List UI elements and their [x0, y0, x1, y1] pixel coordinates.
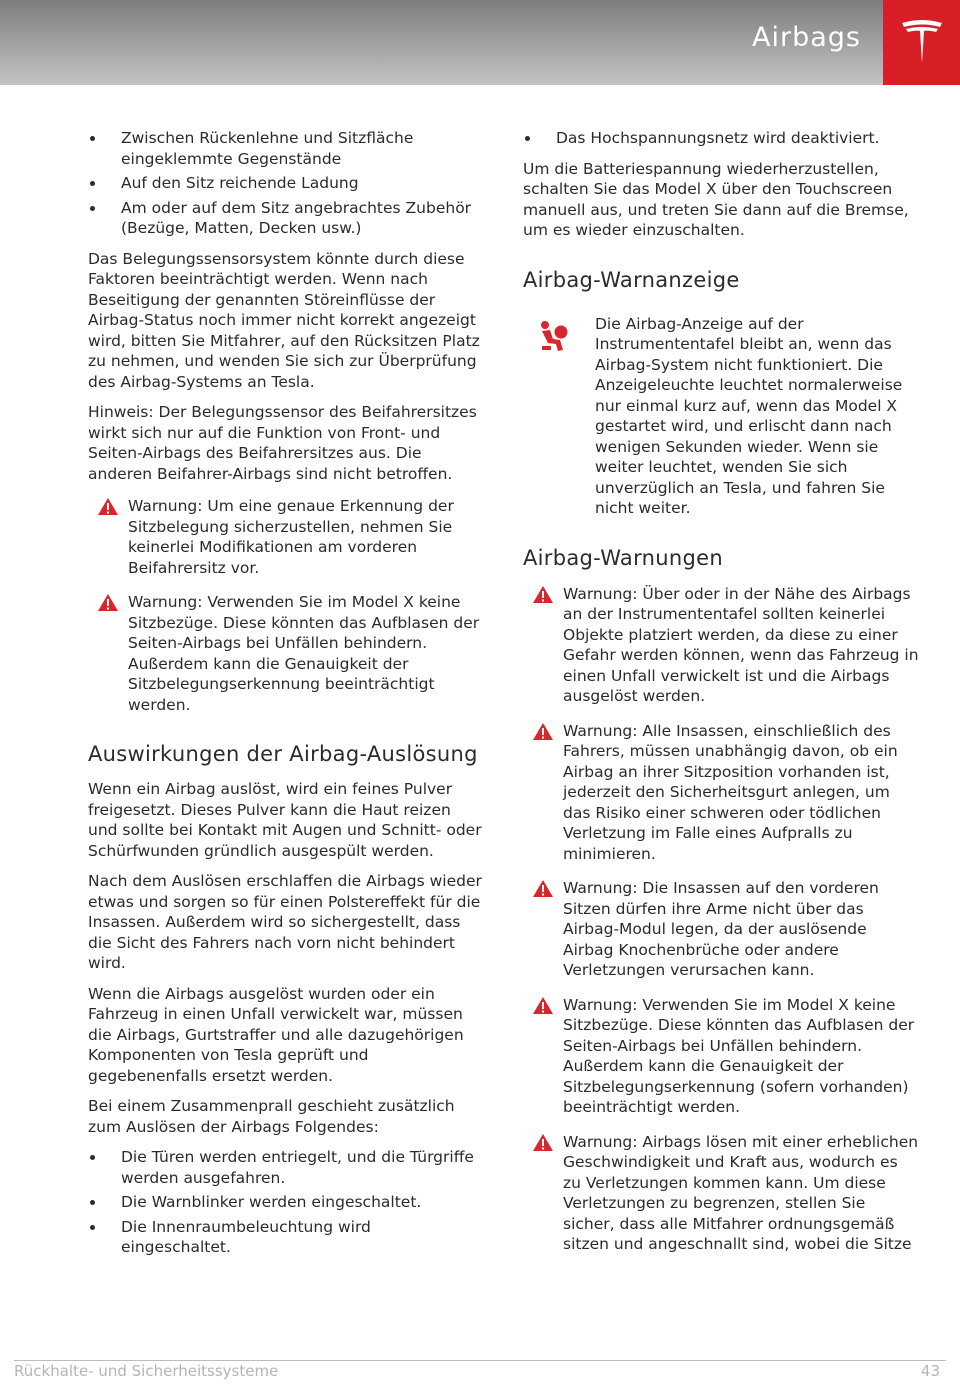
section-heading: Auswirkungen der Airbag-Auslösung [88, 742, 478, 766]
warning-triangle-icon [532, 585, 554, 604]
paragraph: Wenn die Airbags ausgelöst wurden oder ein Fahrzeug in einen Unfall verwickelt war, müssen die Airbags, Gurtstraffer und alle dazugehörigen Komponenten von Tesla geprüft und gegebenenfalls ersetzt werden. [88, 984, 464, 1085]
warning-triangle-icon [532, 996, 554, 1015]
list-item: Das Hochspannungsnetz wird deaktiviert. [523, 128, 919, 149]
bullet-list [523, 128, 919, 149]
warning-text: Warnung: Die Insassen auf den vorderen Sitzen dürfen ihre Arme nicht über das Airbag-Modul legen, da der auslösende Airbag Knochenbrüche oder andere Verletzungen verursachen kann. [563, 879, 879, 979]
list-item: Zwischen Rückenlehne und Sitzfläche eingeklemmte Gegenstände [88, 128, 484, 169]
list-item: Auf den Sitz reichende Ladung [88, 173, 484, 194]
warning-text: Warnung: Verwenden Sie im Model X keine Sitzbezüge. Diese könnten das Aufblasen der Seiten-Airbags bei Unfällen behindern. Außerdem kann die Genauigkeit der Sitzbelegungserkennung beeinträchtigt werden. [128, 593, 480, 714]
warning-triangle-icon [532, 1133, 554, 1152]
warning-triangle-icon [532, 879, 554, 898]
warning-block [523, 721, 919, 865]
warning-block [88, 592, 484, 715]
warning-triangle-icon [532, 722, 554, 741]
section-heading: Airbag-Warnanzeige [523, 267, 740, 292]
footer-section-title: Rückhalte- und Sicherheitssysteme [14, 1362, 279, 1380]
paragraph: Bei einem Zusammenprall geschieht zusätzlich zum Auslösen der Airbags Folgendes: [88, 1097, 455, 1136]
warning-block [88, 496, 484, 578]
paragraph: Nach dem Auslösen erschlaffen die Airbags wieder etwas und sorgen so für einen Polstereffekt für die Insassen. Außerdem wird so sichergestellt, dass die Sicht des Fahrers nach vorn nicht behindert wird. [88, 872, 482, 972]
warning-text: Warnung: Über oder in der Nähe des Airbags an der Instrumententafel sollten keinerlei Objekte platziert werden, da diese zu einer Gefahr werden können, wenn das Fahrzeug in einen Unfall verwickelt ist und die Airbags ausgelöst werden. [563, 584, 919, 705]
section-heading: Airbag-Warnungen [523, 545, 723, 570]
paragraph: Um die Batteriespannung wiederherzustellen, schalten Sie das Model X über den Touchscreen manuell aus, und treten Sie dann auf die Bremse, um es wieder einzuschalten. [523, 159, 909, 239]
bullet-list [88, 128, 484, 239]
warning-text: Warnung: Alle Insassen, einschließlich des Fahrers, müssen unabhängig davon, ob ein Airbag an ihrer Sitzposition vorhanden ist, jederzeit den Sicherheitsgurt anlegen, um das Risiko einer schweren oder tödlichen Verletzung im Falle eines Aufpralls zu minimieren. [563, 721, 898, 863]
bullet-list [88, 1147, 484, 1258]
warning-block [523, 878, 919, 981]
warning-text: Warnung: Verwenden Sie im Model X keine Sitzbezüge. Diese könnten das Aufblasen der Seiten-Airbags bei Unfällen behindern. Außerdem kann die Genauigkeit der Sitzbelegungserkennung (sofern vorhanden) beeinträchtigt werden. [563, 995, 915, 1116]
warning-block [523, 584, 919, 707]
footer-divider [14, 1360, 946, 1361]
left-column [88, 128, 484, 1268]
list-item: Die Türen werden entriegelt, und die Türgriffe werden ausgefahren. [88, 1147, 484, 1188]
note-paragraph: Hinweis: Der Belegungssensor des Beifahrersitzes wirkt sich nur auf die Funktion von Front- und Seiten-Airbags des Beifahrersitzes aus. Die anderen Beifahrer-Airbags sind nicht betroffen. [88, 403, 477, 483]
paragraph: Das Belegungssensorsystem könnte durch diese Faktoren beeinträchtigt werden. Wenn nach Beseitigung der genannten Störeinflüsse der Airbag-Status noch immer nicht korrekt angezeigt wird, bitten Sie Mitfahrer, auf den Rücksitzen Platz zu nehmen, und wenden Sie sich zur Überprüfung des Airbag-Systems an Tesla. [88, 249, 480, 391]
warning-text: Warnung: Airbags lösen mit einer erheblichen Geschwindigkeit und Kraft aus, wodurch es zu Verletzungen kommen kann. Um diese Verletzungen zu begrenzen, stellen Sie sicher, dass alle Mitfahrer ordnungsgemäß sitzen und angeschnallt sind, wobei die Sitze [563, 1132, 919, 1253]
warning-triangle-icon [97, 497, 119, 516]
list-item: Die Warnblinker werden eingeschaltet. [88, 1192, 484, 1213]
airbag-warning-icon [539, 320, 569, 352]
indicator-block [523, 314, 919, 519]
list-item: Die Innenraumbeleuchtung wird eingeschaltet. [88, 1217, 484, 1258]
page-title: Airbags [752, 22, 861, 53]
indicator-text: Die Airbag-Anzeige auf der Instrumententafel bleibt an, wenn das Airbag-System nicht funktioniert. Die Anzeigeleuchte leuchtet normalerweise nur einmal kurz auf, wenn das Model X gestartet wird, und erlischt dann nach wenigen Sekunden wieder. Wenn sie weiter leuchtet, wenden Sie sich unverzüglich an Tesla, und fahren Sie nicht weiter. [595, 314, 903, 517]
page-header [0, 0, 883, 85]
page-number: 43 [920, 1362, 940, 1380]
warning-block [523, 995, 919, 1118]
brand-logo-box [883, 0, 960, 85]
warning-text: Warnung: Um eine genaue Erkennung der Sitzbelegung sicherzustellen, nehmen Sie keinerlei Modifikationen am vorderen Beifahrersitz vor. [128, 497, 454, 577]
tesla-logo-icon [900, 17, 944, 65]
warning-block [523, 1132, 919, 1255]
paragraph: Wenn ein Airbag auslöst, wird ein feines Pulver freigesetzt. Dieses Pulver kann die Haut reizen und sollte bei Kontakt mit Augen und Schnitt- oder Schürfwunden gründlich ausgespült werden. [88, 780, 482, 860]
list-item: Am oder auf dem Sitz angebrachtes Zubehör (Bezüge, Matten, Decken usw.) [88, 198, 484, 239]
warning-triangle-icon [97, 593, 119, 612]
right-column [523, 128, 919, 1269]
